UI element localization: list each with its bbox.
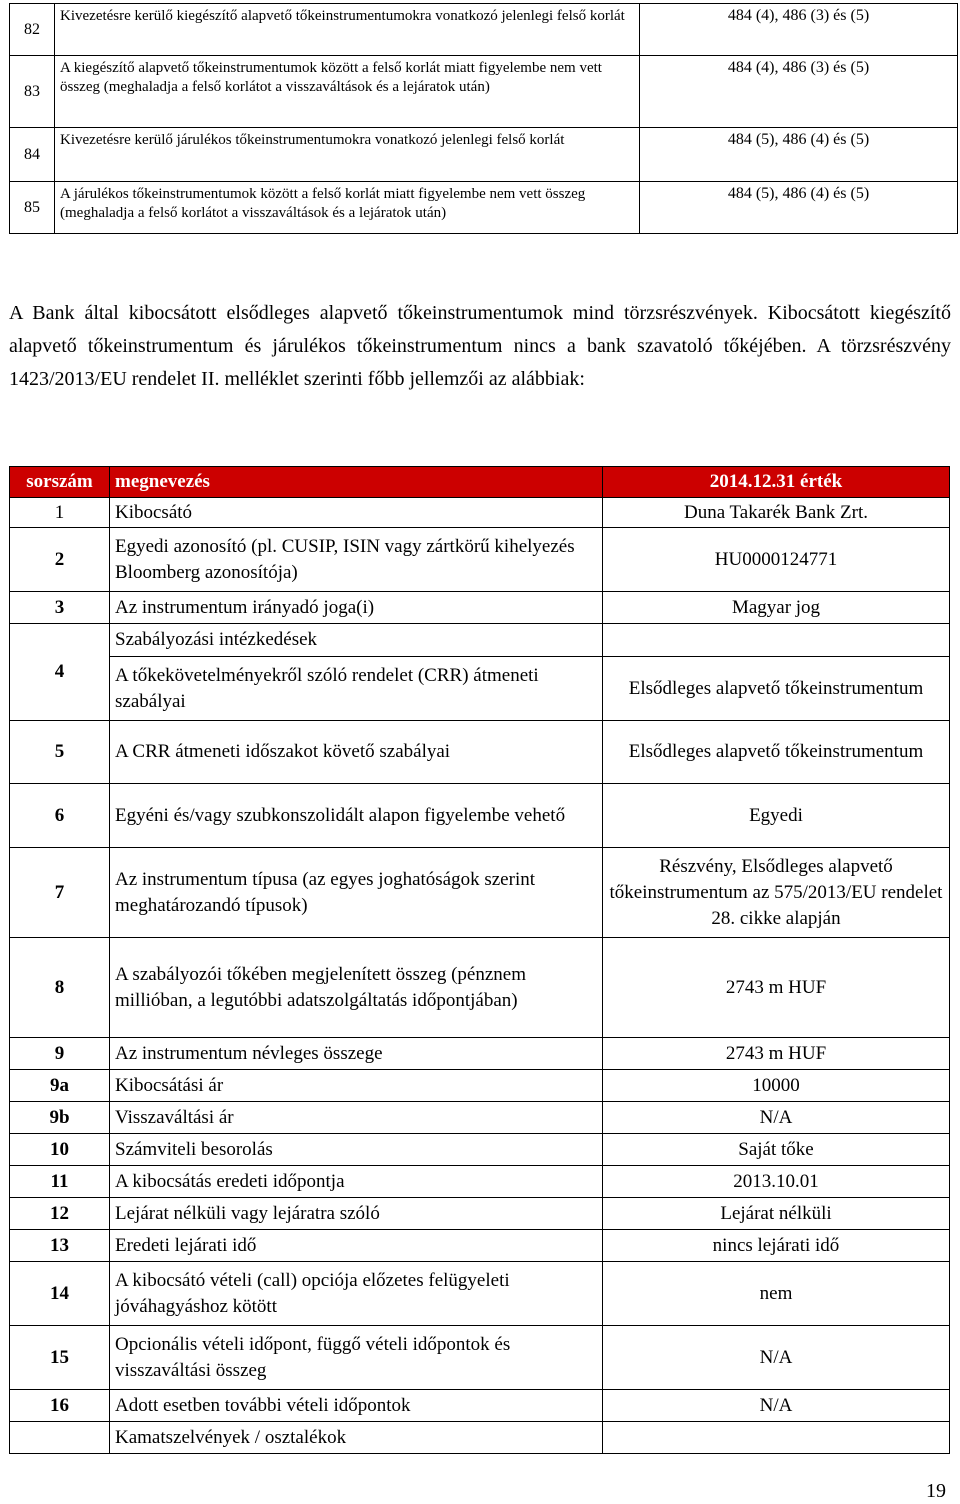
row-number: 16 (10, 1390, 110, 1422)
instrument-features-table (9, 466, 950, 1454)
row-name: Lejárat nélküli vagy lejáratra szóló (110, 1198, 603, 1230)
page-number: 19 (926, 1480, 946, 1502)
row-number: 83 (10, 56, 55, 128)
row-reference: 484 (4), 486 (3) és (5) (640, 56, 958, 128)
table-row (10, 624, 950, 657)
row-value: nincs lejárati idő (603, 1230, 950, 1262)
table-row (10, 56, 958, 128)
row-reference: 484 (4), 486 (3) és (5) (640, 4, 958, 56)
row-number: 7 (10, 848, 110, 938)
table-row (10, 1422, 950, 1454)
header-name: megnevezés (110, 467, 603, 498)
intro-paragraph: A Bank által kibocsátott elsődleges alapvető tőkeinstrumentumok mind törzsrészvények. Kibocsátott kiegészítő alapvető tőkeinstrumentum és járulékos tőkeinstrumentum nincs a bank szavatoló tőkéjében. A törzsrészvény 1423/2013/EU rendelet II. melléklet szerinti főbb jellemzői az alábbiak: (9, 302, 951, 390)
row-value (603, 624, 950, 657)
row-description: A kiegészítő alapvető tőkeinstrumentumok között a felső korlát miatt figyelembe nem vett összeg (meghaladja a felső korlátot a visszaváltások és a lejáratok után) (55, 56, 640, 128)
row-name: A kibocsátó vételi (call) opciója előzetes felügyeleti jóváhagyáshoz kötött (110, 1262, 603, 1326)
row-number: 4 (10, 624, 110, 721)
header-number: sorszám (10, 467, 110, 498)
row-name: Adott esetben további vételi időpontok (110, 1390, 603, 1422)
table-row (10, 1326, 950, 1390)
table-row (10, 1230, 950, 1262)
row-number: 3 (10, 592, 110, 624)
row-number: 11 (10, 1166, 110, 1198)
row-reference: 484 (5), 486 (4) és (5) (640, 128, 958, 182)
row-name: A kibocsátás eredeti időpontja (110, 1166, 603, 1198)
row-name: Egyéni és/vagy szubkonszolidált alapon figyelembe vehető (110, 784, 603, 848)
row-value: Elsődleges alapvető tőkeinstrumentum (603, 657, 950, 721)
row-name: Opcionális vételi időpont, függő vételi időpontok és visszaváltási összeg (110, 1326, 603, 1390)
row-value: Lejárat nélküli (603, 1198, 950, 1230)
row-name: Szabályozási intézkedések (110, 624, 603, 657)
row-value (603, 1422, 950, 1454)
table-row (10, 1070, 950, 1102)
row-description: A járulékos tőkeinstrumentumok között a felső korlát miatt figyelembe nem vett összeg (meghaladja a felső korlátot a visszaváltások és a lejáratok után) (55, 182, 640, 234)
table-row (10, 128, 958, 182)
row-value: HU0000124771 (603, 528, 950, 592)
row-reference: 484 (5), 486 (4) és (5) (640, 182, 958, 234)
row-name: Kibocsátó (110, 498, 603, 528)
row-name: Kibocsátási ár (110, 1070, 603, 1102)
row-name: Az instrumentum névleges összege (110, 1038, 603, 1070)
row-name: A tőkekövetelményekről szóló rendelet (CRR) átmeneti szabályai (110, 657, 603, 721)
row-name: Eredeti lejárati idő (110, 1230, 603, 1262)
row-value: nem (603, 1262, 950, 1326)
row-number: 84 (10, 128, 55, 182)
row-value: Részvény, Elsődleges alapvető tőkeinstrumentum az 575/2013/EU rendelet 28. cikke alapján (603, 848, 950, 938)
row-value: N/A (603, 1326, 950, 1390)
row-name: Az instrumentum típusa (az egyes joghatóságok szerint meghatározandó típusok) (110, 848, 603, 938)
row-value: 2743 m HUF (603, 938, 950, 1038)
row-value: 10000 (603, 1070, 950, 1102)
table-row (10, 784, 950, 848)
table-row (10, 592, 950, 624)
row-number: 5 (10, 721, 110, 784)
row-number: 8 (10, 938, 110, 1038)
row-value: 2013.10.01 (603, 1166, 950, 1198)
table-row (10, 1166, 950, 1198)
row-name: Az instrumentum irányadó joga(i) (110, 592, 603, 624)
table-header-row (10, 467, 950, 498)
table-row (10, 1390, 950, 1422)
row-number: 15 (10, 1326, 110, 1390)
row-number: 6 (10, 784, 110, 848)
row-value: N/A (603, 1390, 950, 1422)
table-row (10, 1038, 950, 1070)
row-value: Elsődleges alapvető tőkeinstrumentum (603, 721, 950, 784)
row-name: Kamatszelvények / osztalékok (110, 1422, 603, 1454)
row-number: 13 (10, 1230, 110, 1262)
row-value: Egyedi (603, 784, 950, 848)
table-row (10, 1262, 950, 1326)
row-number: 9b (10, 1102, 110, 1134)
table-row (10, 528, 950, 592)
header-value: 2014.12.31 érték (603, 467, 950, 498)
top-reference-table (9, 3, 958, 234)
row-name: Egyedi azonosító (pl. CUSIP, ISIN vagy zártkörű kihelyezés Bloomberg azonosítója) (110, 528, 603, 592)
row-name: A CRR átmeneti időszakot követő szabályai (110, 721, 603, 784)
row-number: 9a (10, 1070, 110, 1102)
row-name: Számviteli besorolás (110, 1134, 603, 1166)
row-name: A szabályozói tőkében megjelenített összeg (pénznem millióban, a legutóbbi adatszolgáltatás időpontjában) (110, 938, 603, 1038)
row-number: 14 (10, 1262, 110, 1326)
table-row (10, 938, 950, 1038)
table-row (10, 1134, 950, 1166)
table-row (10, 657, 950, 721)
row-number: 2 (10, 528, 110, 592)
table-row (10, 721, 950, 784)
row-name: Visszaváltási ár (110, 1102, 603, 1134)
table-row (10, 498, 950, 528)
table-row (10, 4, 958, 56)
row-value: N/A (603, 1102, 950, 1134)
row-value: Duna Takarék Bank Zrt. (603, 498, 950, 528)
row-number: 85 (10, 182, 55, 234)
row-value: 2743 m HUF (603, 1038, 950, 1070)
table-row (10, 182, 958, 234)
row-number: 10 (10, 1134, 110, 1166)
row-number: 9 (10, 1038, 110, 1070)
row-number: 82 (10, 4, 55, 56)
table-row (10, 848, 950, 938)
row-number: 1 (10, 498, 110, 528)
table-row (10, 1198, 950, 1230)
row-number (10, 1422, 110, 1454)
row-value: Saját tőke (603, 1134, 950, 1166)
row-description: Kivezetésre kerülő járulékos tőkeinstrumentumokra vonatkozó jelenlegi felső korlát (55, 128, 640, 182)
table-row (10, 1102, 950, 1134)
row-value: Magyar jog (603, 592, 950, 624)
row-number: 12 (10, 1198, 110, 1230)
row-description: Kivezetésre kerülő kiegészítő alapvető tőkeinstrumentumokra vonatkozó jelenlegi felső korlát (55, 4, 640, 56)
